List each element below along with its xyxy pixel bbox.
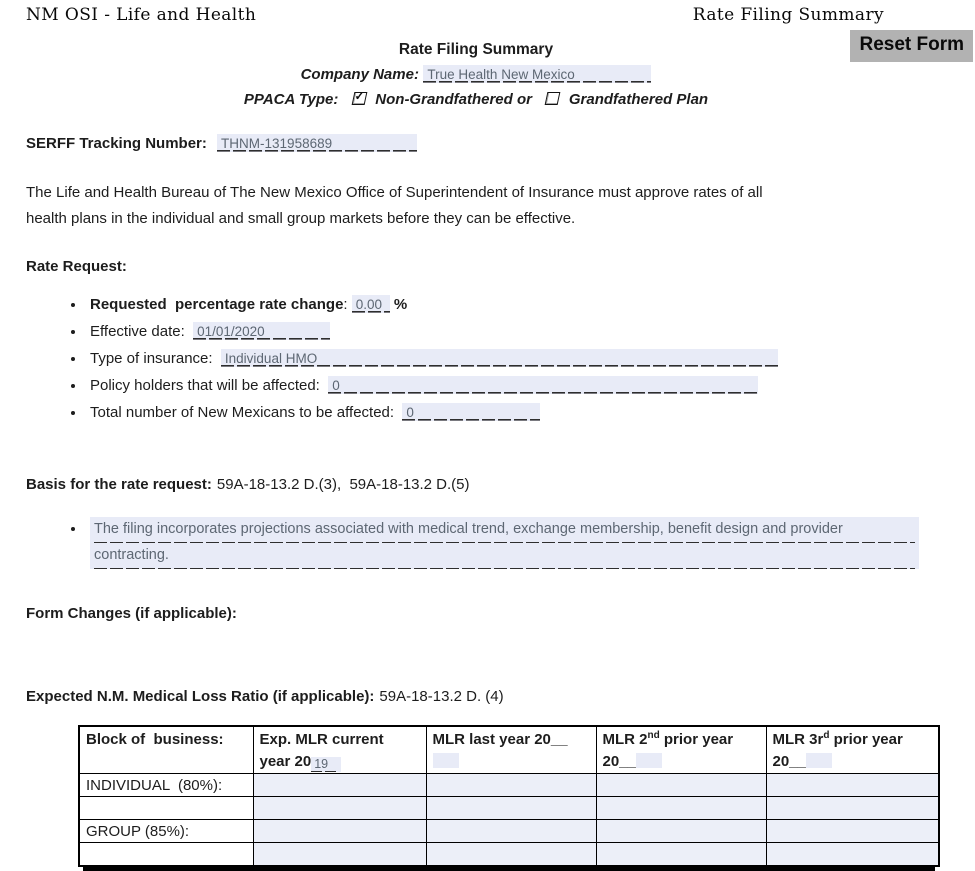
row-label-text: GROUP (85%): (86, 822, 190, 840)
rate-change-field[interactable]: 0.00 (352, 295, 390, 313)
header-line-2 (773, 751, 933, 773)
table-row-blank-2 (79, 843, 939, 866)
table-row-blank-1 (79, 797, 939, 820)
mlr-cell-r4-2nd[interactable] (596, 843, 766, 866)
page-title: Rate Filing Summary (398, 41, 554, 58)
company-name-field[interactable]: True Health New Mexico (423, 65, 651, 83)
mlr-cell-individual-2nd[interactable] (596, 774, 766, 797)
basis-label: Basis for the rate request: (26, 476, 212, 493)
ppaca-type-line (26, 87, 926, 112)
title-block (26, 37, 926, 112)
table-bottom-bar (83, 866, 935, 871)
3rd-prior-year-field[interactable] (806, 753, 832, 768)
header-text: 20__ (772, 753, 806, 770)
mlr-header-current-year (253, 726, 426, 774)
mlr-heading-line (26, 688, 975, 705)
row-label-blank-1 (79, 797, 253, 820)
row-label-text: INDIVIDUAL (80%): (86, 776, 223, 794)
last-year-field[interactable] (433, 753, 459, 768)
header-line-2 (260, 751, 420, 773)
bullet-rate-change (86, 291, 975, 318)
rate-change-suffix: % (389, 296, 408, 313)
rate-request-list (26, 291, 975, 426)
mlr-cell-r2-2nd[interactable] (596, 797, 766, 820)
intro-line-1: The Life and Health Bureau of The New Mexico Office of Superintendent of Insurance must approve rates of all (26, 184, 763, 201)
bullet-total-affected (86, 399, 975, 426)
table-row-individual (79, 774, 939, 797)
intro-paragraph (26, 180, 926, 232)
superscript-text: nd (647, 730, 660, 741)
mlr-cell-individual-last[interactable] (426, 774, 596, 797)
header-text: prior year (829, 731, 903, 748)
header-text: year 20 (259, 753, 312, 770)
company-name-label: Company Name: (300, 66, 419, 83)
basis-detail-bullet (86, 515, 975, 569)
checkmark-icon: ✓ (354, 89, 365, 103)
mlr-cell-group-3rd[interactable] (766, 820, 939, 843)
grandfathered-label: Grandfathered Plan (568, 91, 709, 108)
mlr-cell-r4-3rd[interactable] (766, 843, 939, 866)
mlr-heading-value: 59A-18-13.2 D. (4) (379, 688, 504, 705)
row-label-group (79, 820, 253, 843)
table-row-group (79, 820, 939, 843)
form-changes-heading: Form Changes (if applicable): (26, 605, 237, 622)
top-header (26, 5, 949, 25)
mlr-table (78, 725, 940, 867)
header-text: prior year (659, 731, 734, 748)
brand-title: NM OSI - Life and Health (26, 5, 257, 25)
mlr-header-last-year (426, 726, 596, 774)
mlr-cell-r4-last[interactable] (426, 843, 596, 866)
current-year-field[interactable]: 19 (311, 757, 341, 772)
mlr-cell-group-last[interactable] (426, 820, 596, 843)
policy-holders-field[interactable]: 0 (328, 376, 758, 394)
mlr-cell-individual-3rd[interactable] (766, 774, 939, 797)
bullet-effective-date (86, 318, 975, 345)
reset-form-button[interactable]: Reset Form (850, 30, 973, 62)
insurance-type-label: Type of insurance: (90, 350, 221, 367)
superscript-text: d (823, 730, 830, 741)
document-title: Rate Filing Summary (692, 5, 884, 25)
basis-text-line-1: • The filing incorporates projections associated with medical trend, exchange membership, benefit design and provider (94, 517, 915, 543)
mlr-cell-group-current[interactable] (253, 820, 426, 843)
header-line-1 (773, 729, 933, 751)
company-name-line (26, 62, 926, 87)
mlr-header-row (79, 726, 939, 774)
basis-textarea[interactable] (90, 517, 919, 569)
basis-line (26, 476, 975, 493)
row-label-individual (79, 774, 253, 797)
intro-line-2: health plans in the individual and small group markets before they can be effective. (26, 210, 576, 227)
header-text: MLR 3r (772, 731, 824, 748)
insurance-type-field[interactable]: Individual HMO (221, 349, 778, 367)
serff-tracking-field[interactable]: THNM-131958689 (217, 134, 417, 152)
2nd-prior-year-field[interactable] (636, 753, 662, 768)
rate-change-label: Requested percentage rate change (90, 296, 344, 313)
non-grandfathered-label: Non-Grandfathered or (375, 91, 532, 108)
mlr-cell-r4-current[interactable] (253, 843, 426, 866)
bullet-insurance-type (86, 345, 975, 372)
total-affected-label: Total number of New Mexicans to be affected: (90, 404, 403, 421)
header-text: Block of business: (86, 731, 224, 748)
grandfathered-checkbox[interactable] (545, 92, 561, 105)
ppaca-type-label: PPACA Type: (243, 91, 339, 108)
mlr-cell-individual-current[interactable] (253, 774, 426, 797)
bullet-policy-holders (86, 372, 975, 399)
rate-request-heading: Rate Request: (26, 258, 127, 275)
basis-text-line-2: contracting. (94, 543, 915, 569)
rate-change-colon: : (343, 296, 352, 313)
mlr-cell-r2-3rd[interactable] (766, 797, 939, 820)
basis-detail-list (26, 515, 975, 569)
mlr-header-3rd-prior-year (766, 726, 939, 774)
serff-tracking-label: SERFF Tracking Number: (26, 135, 207, 152)
effective-date-label: Effective date: (90, 323, 194, 340)
mlr-cell-r2-current[interactable] (253, 797, 426, 820)
mlr-heading-label: Expected N.M. Medical Loss Ratio (if applicable): (26, 688, 375, 705)
mlr-cell-r2-last[interactable] (426, 797, 596, 820)
total-affected-field[interactable]: 0 (402, 403, 540, 421)
mlr-header-block-of-business (79, 726, 253, 774)
effective-date-field[interactable]: 01/01/2020 (193, 322, 330, 340)
row-label-blank-2 (79, 843, 253, 866)
header-line-2 (603, 751, 760, 773)
serff-line (26, 134, 975, 152)
header-text: MLR last year 20__ (432, 731, 568, 748)
mlr-header-2nd-prior-year (596, 726, 766, 774)
basis-value: 59A-18-13.2 D.(3), 59A-18-13.2 D.(5) (216, 476, 470, 493)
header-line-1 (603, 729, 760, 751)
non-grandfathered-checkbox[interactable] (351, 89, 367, 105)
mlr-cell-group-2nd[interactable] (596, 820, 766, 843)
header-text: MLR 2 (602, 731, 648, 748)
header-text: Exp. MLR current (259, 731, 384, 748)
header-text: 20__ (602, 753, 636, 770)
policy-holders-label: Policy holders that will be affected: (90, 377, 329, 394)
